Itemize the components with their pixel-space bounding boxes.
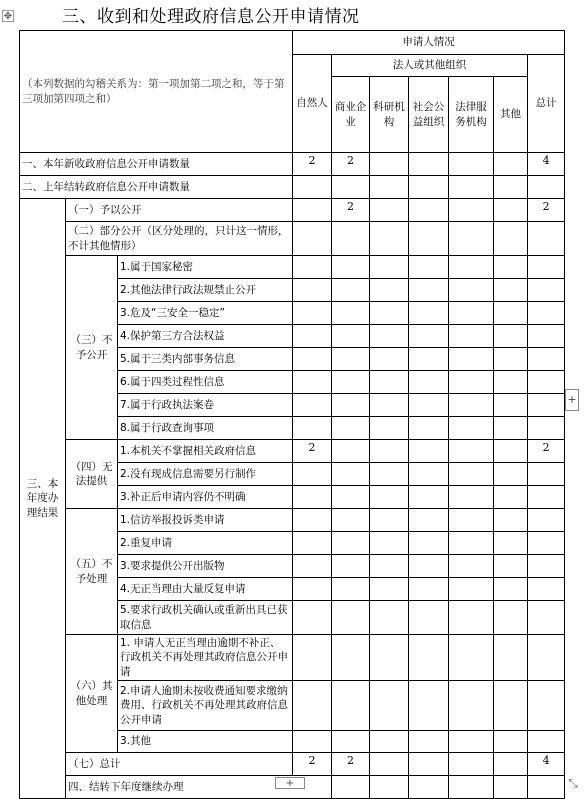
row-label-new-requests: 一、本年新收政府信息公开申请数量 xyxy=(20,153,293,176)
section-title: 三、收到和处理政府信息公开申请情况 xyxy=(62,7,360,27)
cell-total-natural[interactable]: 2 xyxy=(293,753,332,776)
cell[interactable] xyxy=(409,440,449,463)
cell[interactable] xyxy=(494,279,528,302)
cell[interactable] xyxy=(494,601,528,635)
cell[interactable] xyxy=(332,279,370,302)
header-legal-org: 法人或其他组织 xyxy=(332,55,528,77)
cell[interactable] xyxy=(449,325,494,348)
cell[interactable] xyxy=(370,371,409,394)
cell[interactable] xyxy=(449,753,494,776)
cell[interactable] xyxy=(370,256,409,279)
cell-new-natural[interactable]: 2 xyxy=(293,153,332,176)
cell[interactable] xyxy=(528,601,565,635)
cell[interactable] xyxy=(332,601,370,635)
row-label-unable: （四）无法提供 xyxy=(66,440,118,509)
row-label-np-2: 2.其他法律行政法规禁止公开 xyxy=(118,279,293,302)
cell[interactable] xyxy=(494,776,528,799)
cell[interactable] xyxy=(293,635,332,681)
cell[interactable] xyxy=(293,486,332,509)
cell[interactable] xyxy=(332,417,370,440)
cell[interactable] xyxy=(293,199,332,222)
cell[interactable] xyxy=(370,486,409,509)
cell[interactable] xyxy=(409,601,449,635)
cell[interactable] xyxy=(494,394,528,417)
cell[interactable] xyxy=(494,153,528,176)
cell[interactable] xyxy=(449,302,494,325)
cell[interactable] xyxy=(528,486,565,509)
cell[interactable] xyxy=(293,555,332,578)
row-label-partial: （二）部分公开（区分处理的，只计这一情形，不计其他情形） xyxy=(66,222,293,256)
cell[interactable] xyxy=(370,302,409,325)
cell[interactable] xyxy=(332,463,370,486)
cell[interactable] xyxy=(494,555,528,578)
cell[interactable] xyxy=(449,394,494,417)
cell[interactable] xyxy=(409,222,449,256)
cell-new-commercial[interactable]: 2 xyxy=(332,153,370,176)
cell[interactable] xyxy=(528,681,565,731)
cell[interactable] xyxy=(409,256,449,279)
row-label-np-7: 7.属于行政执法案卷 xyxy=(118,394,293,417)
cell[interactable] xyxy=(494,348,528,371)
cell[interactable] xyxy=(370,578,409,601)
cell[interactable] xyxy=(370,635,409,681)
header-research: 科研机构 xyxy=(370,77,409,153)
cell-public-commercial[interactable]: 2 xyxy=(332,199,370,222)
cell[interactable] xyxy=(332,222,370,256)
cell[interactable] xyxy=(449,176,494,199)
row-label-not-public: （三）不予公开 xyxy=(66,256,118,440)
cell[interactable] xyxy=(449,532,494,555)
cell[interactable] xyxy=(370,509,409,532)
cell[interactable] xyxy=(332,731,370,753)
cell-new-total[interactable]: 4 xyxy=(528,153,565,176)
cell[interactable] xyxy=(293,279,332,302)
cell[interactable] xyxy=(409,532,449,555)
cell[interactable] xyxy=(528,302,565,325)
cell[interactable] xyxy=(409,348,449,371)
row-label-un-3: 3.补正后申请内容仍不明确 xyxy=(118,486,293,509)
cell[interactable] xyxy=(528,279,565,302)
cell[interactable] xyxy=(293,601,332,635)
cell[interactable] xyxy=(449,509,494,532)
row-label-nop-5: 5.要求行政机关确认或重新出具已获取信息 xyxy=(118,601,293,635)
cell[interactable] xyxy=(293,509,332,532)
row-label-other-process: （六）其他处理 xyxy=(66,635,118,753)
cell[interactable] xyxy=(494,302,528,325)
row-label-no-process: （五）不予处理 xyxy=(66,509,118,635)
cell[interactable] xyxy=(528,348,565,371)
cell[interactable] xyxy=(332,256,370,279)
cell[interactable] xyxy=(494,509,528,532)
cell[interactable] xyxy=(494,256,528,279)
row-label-nop-4: 4.无正当理由大量反复申请 xyxy=(118,578,293,601)
cell[interactable] xyxy=(449,681,494,731)
cell[interactable] xyxy=(409,325,449,348)
cell[interactable] xyxy=(370,325,409,348)
cell[interactable] xyxy=(528,532,565,555)
cell[interactable] xyxy=(370,463,409,486)
disclosure-table xyxy=(19,30,565,799)
header-note: （本列数据的勾稽关系为：第一项加第二项之和，等于第三项加第四项之和） xyxy=(20,31,293,153)
cell-un1-total[interactable]: 2 xyxy=(528,440,565,463)
cell[interactable] xyxy=(494,325,528,348)
cell[interactable] xyxy=(494,199,528,222)
cell[interactable] xyxy=(370,394,409,417)
cell[interactable] xyxy=(449,417,494,440)
cell-public-total[interactable]: 2 xyxy=(528,199,565,222)
cell[interactable] xyxy=(528,371,565,394)
cell[interactable] xyxy=(449,555,494,578)
cell[interactable] xyxy=(332,348,370,371)
cell[interactable] xyxy=(494,417,528,440)
cell[interactable] xyxy=(409,153,449,176)
cell[interactable] xyxy=(409,199,449,222)
cell[interactable] xyxy=(449,635,494,681)
cell[interactable] xyxy=(370,417,409,440)
cell[interactable] xyxy=(528,256,565,279)
cell[interactable] xyxy=(449,153,494,176)
cell[interactable] xyxy=(528,555,565,578)
cell[interactable] xyxy=(332,440,370,463)
cell[interactable] xyxy=(370,555,409,578)
cell[interactable] xyxy=(528,731,565,753)
cell[interactable] xyxy=(494,635,528,681)
cell[interactable] xyxy=(528,509,565,532)
cell[interactable] xyxy=(370,731,409,753)
cell[interactable] xyxy=(409,753,449,776)
cell[interactable] xyxy=(449,731,494,753)
cell[interactable] xyxy=(528,394,565,417)
cell[interactable] xyxy=(293,371,332,394)
cell[interactable] xyxy=(293,681,332,731)
cell[interactable] xyxy=(494,222,528,256)
cell[interactable] xyxy=(332,486,370,509)
cell[interactable] xyxy=(370,681,409,731)
cell[interactable] xyxy=(494,371,528,394)
cell[interactable] xyxy=(332,371,370,394)
cell[interactable] xyxy=(293,302,332,325)
row-label-results-group: 三、本年度办理结果 xyxy=(20,199,66,799)
cell[interactable] xyxy=(370,176,409,199)
cell[interactable] xyxy=(494,463,528,486)
cell[interactable] xyxy=(528,578,565,601)
header-commercial: 商业企业 xyxy=(332,77,370,153)
cell[interactable] xyxy=(409,486,449,509)
header-total: 总计 xyxy=(528,55,565,153)
cell[interactable] xyxy=(528,635,565,681)
cell[interactable] xyxy=(409,302,449,325)
row-label-np-8: 8.属于行政查询事项 xyxy=(118,417,293,440)
cell[interactable] xyxy=(409,578,449,601)
cell[interactable] xyxy=(370,279,409,302)
cell[interactable] xyxy=(494,176,528,199)
row-label-carry-next: 四、结转下年度继续办理 xyxy=(66,776,332,799)
cell[interactable] xyxy=(409,417,449,440)
cell[interactable] xyxy=(449,348,494,371)
row-label-nop-3: 3.要求提供公开出版物 xyxy=(118,555,293,578)
cell[interactable] xyxy=(449,601,494,635)
cell[interactable] xyxy=(370,440,409,463)
cell[interactable] xyxy=(370,222,409,256)
row-label-np-3: 3.危及“三安全一稳定” xyxy=(118,302,293,325)
cell[interactable] xyxy=(293,176,332,199)
cell[interactable] xyxy=(293,463,332,486)
cell[interactable] xyxy=(409,635,449,681)
cell[interactable] xyxy=(370,532,409,555)
cell[interactable] xyxy=(293,578,332,601)
cell[interactable] xyxy=(332,681,370,731)
cell[interactable] xyxy=(370,199,409,222)
cell[interactable] xyxy=(293,348,332,371)
cell[interactable] xyxy=(332,176,370,199)
cell[interactable] xyxy=(528,325,565,348)
cell[interactable] xyxy=(494,731,528,753)
cell-un1-natural[interactable]: 2 xyxy=(293,440,332,463)
cell[interactable] xyxy=(528,463,565,486)
cell[interactable] xyxy=(332,776,370,799)
cell[interactable] xyxy=(332,532,370,555)
cell[interactable] xyxy=(449,371,494,394)
cell[interactable] xyxy=(293,256,332,279)
cell[interactable] xyxy=(449,776,494,799)
row-label-np-1: 1.属于国家秘密 xyxy=(118,256,293,279)
row-label-total: （七）总计 xyxy=(66,753,293,776)
cell[interactable] xyxy=(449,578,494,601)
cell[interactable] xyxy=(494,681,528,731)
cell[interactable] xyxy=(409,731,449,753)
cell[interactable] xyxy=(370,348,409,371)
row-label-carried-over: 二、上年结转政府信息公开申请数量 xyxy=(20,176,293,199)
cell[interactable] xyxy=(332,325,370,348)
cell[interactable] xyxy=(332,578,370,601)
cell[interactable] xyxy=(449,440,494,463)
header-applicant-info: 申请人情况 xyxy=(293,31,565,55)
header-social: 社会公益组织 xyxy=(409,77,449,153)
cell[interactable] xyxy=(494,440,528,463)
row-label-un-2: 2.没有现成信息需要另行制作 xyxy=(118,463,293,486)
cell[interactable] xyxy=(494,578,528,601)
cell[interactable] xyxy=(409,176,449,199)
header-legal-service: 法律服务机构 xyxy=(449,77,494,153)
row-label-op-3: 3.其他 xyxy=(118,731,293,753)
cell[interactable] xyxy=(449,279,494,302)
cell[interactable] xyxy=(528,776,565,799)
cell[interactable] xyxy=(449,486,494,509)
cell[interactable] xyxy=(370,776,409,799)
header-other: 其他 xyxy=(494,77,528,153)
cell[interactable] xyxy=(293,222,332,256)
cell[interactable] xyxy=(332,509,370,532)
row-label-np-6: 6.属于四类过程性信息 xyxy=(118,371,293,394)
cell[interactable] xyxy=(332,555,370,578)
cell[interactable] xyxy=(528,222,565,256)
cell[interactable] xyxy=(332,302,370,325)
row-label-np-5: 5.属于三类内部事务信息 xyxy=(118,348,293,371)
row-label-np-4: 4.保护第三方合法权益 xyxy=(118,325,293,348)
row-label-nop-1: 1.信访举报投诉类申请 xyxy=(118,509,293,532)
cell[interactable] xyxy=(528,417,565,440)
cell[interactable] xyxy=(293,532,332,555)
cell-total-total[interactable]: 4 xyxy=(528,753,565,776)
cell[interactable] xyxy=(409,463,449,486)
cell[interactable] xyxy=(370,601,409,635)
cell[interactable] xyxy=(370,153,409,176)
cell[interactable] xyxy=(528,176,565,199)
row-label-nop-2: 2.重复申请 xyxy=(118,532,293,555)
cell[interactable] xyxy=(409,555,449,578)
row-label-op-2: 2.申请人逾期未按收费通知要求缴纳费用、行政机关不再处理其政府信息公开申请 xyxy=(118,681,293,731)
cell[interactable] xyxy=(332,394,370,417)
add-column-button[interactable]: + xyxy=(565,389,579,411)
cell[interactable] xyxy=(449,463,494,486)
row-label-un-1: 1.本机关不掌握相关政府信息 xyxy=(118,440,293,463)
cell[interactable] xyxy=(494,486,528,509)
cell[interactable] xyxy=(293,325,332,348)
cell[interactable] xyxy=(409,279,449,302)
cell[interactable] xyxy=(409,509,449,532)
cell[interactable] xyxy=(409,371,449,394)
row-label-op-1: 1. 申请人无正当理由逾期不补正、行政机关不再处理其政府信息公开申请 xyxy=(118,635,293,681)
cell-total-commercial[interactable]: 2 xyxy=(332,753,370,776)
add-row-button[interactable]: + xyxy=(275,777,305,789)
resize-handle-icon[interactable]: ⤡ xyxy=(568,776,578,790)
cell[interactable] xyxy=(449,222,494,256)
cell[interactable] xyxy=(494,753,528,776)
cell[interactable] xyxy=(370,753,409,776)
cell[interactable] xyxy=(409,681,449,731)
cell[interactable] xyxy=(293,394,332,417)
cell[interactable] xyxy=(449,256,494,279)
table-move-handle[interactable]: ✥ xyxy=(3,11,13,22)
cell[interactable] xyxy=(332,635,370,681)
cell[interactable] xyxy=(449,199,494,222)
row-label-public: （一）予以公开 xyxy=(66,199,293,222)
cell[interactable] xyxy=(293,417,332,440)
cell[interactable] xyxy=(409,394,449,417)
cell[interactable] xyxy=(494,532,528,555)
cell[interactable] xyxy=(293,731,332,753)
header-natural-person: 自然人 xyxy=(293,55,332,153)
cell[interactable] xyxy=(409,776,449,799)
